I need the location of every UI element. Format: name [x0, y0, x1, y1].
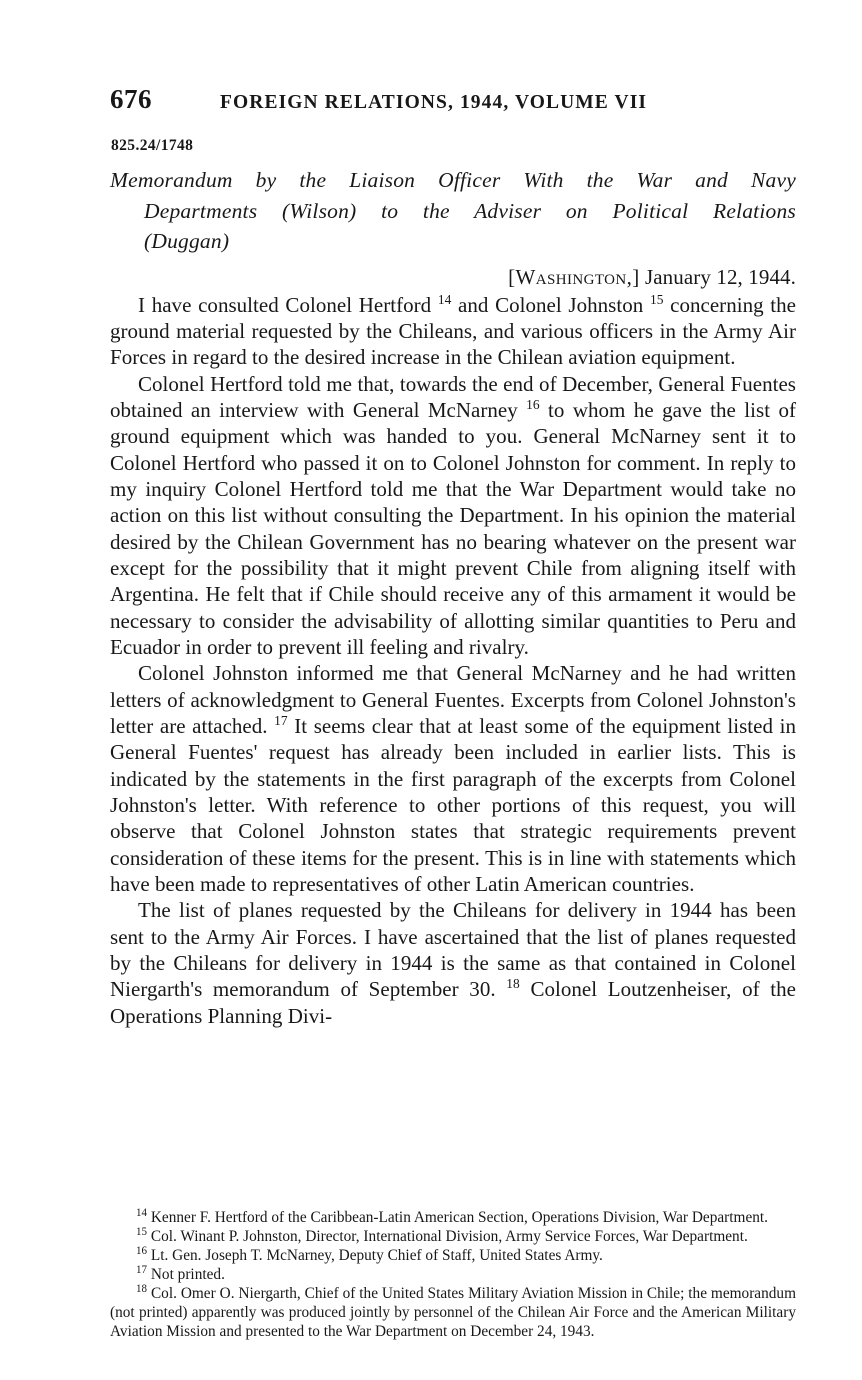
file-number: 825.24/1748: [111, 137, 194, 154]
page-number: 676: [110, 84, 152, 114]
title-line-1: Memorandum by the Liaison Officer With the War and Navy: [110, 168, 796, 192]
footnote: $^{15}$ Col. Winant P. Johnston, Director, International Division, Army Service Forces, War Department.: [136, 1226, 748, 1246]
footnote: $^{16}$ Lt. Gen. Joseph T. McNarney, Deputy Chief of Staff, United States Army.: [136, 1245, 603, 1265]
document-title: [110, 165, 796, 257]
title-line-2: Departments (Wilson) to the Adviser on Political Relations: [144, 198, 796, 223]
footnote: $^{18}$ Col. Omer O. Niergarth, Chief of the United States Military Aviation Mission in Chile; the memorandum (not printed) apparently was produced jointly by personnel of the Chilean Air Force and the American Military Aviation Mission and presented to the War Department on December 24, 1943.: [110, 1283, 796, 1341]
title-line-3: (Duggan): [144, 229, 230, 254]
paragraph: Colonel Hertford told me that, towards the end of December, General Fuentes obtained an interview with General McNarney $^{16}$ to whom he gave the list of ground equipment which was handed to you. General McNarney sent it to Colonel Hertford who passed it on to Colonel Johnston for comment. In reply to my inquiry Colonel Hertford told me that the War Department would take no action on this list without consulting the Department. In his opinion the material desired by the Chilean Government has no bearing whatever on the present war except for the possibility that it might prevent Chile from aligning itself with Argentina. He felt that if Chile should receive any of this armament it would be necessary to consider the advisability of allotting similar quantities to Peru and Ecuador in order to prevent ill feeling and rivalry.: [110, 371, 796, 660]
running-head: FOREIGN RELATIONS, 1944, VOLUME VII: [220, 92, 648, 113]
paragraph: I have consulted Colonel Hertford $^{14}$ and Colonel Johnston $^{15}$ concerning the ground material requested by the Chileans, and various officers in the Army Air Forces in regard to the desired increase in the Chilean aviation equipment.: [110, 291, 796, 370]
footnote: $^{17}$ Not printed.: [136, 1264, 225, 1284]
paragraph: The list of planes requested by the Chileans for delivery in 1944 has been sent to the Army Air Forces. I have ascertained that the list of planes requested by the Chileans for delivery in 1944 is the same as that contained in Colonel Niergarth's memorandum of September 30. $^{18}$ Colonel Loutzenheiser, of the Operations Planning Divi-: [110, 898, 796, 1028]
footnote: $^{14}$ Kenner F. Hertford of the Caribbean-Latin American Section, Operations Division, War Department.: [136, 1207, 769, 1227]
page-header: [110, 84, 796, 115]
dateline: [110, 265, 796, 290]
body-text: [110, 292, 796, 1030]
dateline-date: January 12, 1944.: [644, 264, 796, 289]
dateline-place: [Washington,]: [508, 264, 640, 289]
footnotes: [110, 1209, 796, 1342]
paragraph: Colonel Johnston informed me that General McNarney and he had written letters of acknowledgment to General Fuentes. Excerpts from Colonel Johnston's letter are attached. $^{17}$ It seems clear that at least some of the equipment listed in General Fuentes' request has already been included in earlier lists. This is indicated by the statements in the first paragraph of the excerpts from Colonel Johnston's letter. With reference to other portions of this request, you will observe that Colonel Johnston states that strategic requirements prevent consideration of these items for the present. This is in line with statements which have been made to representatives of other Latin American countries.: [110, 661, 796, 897]
